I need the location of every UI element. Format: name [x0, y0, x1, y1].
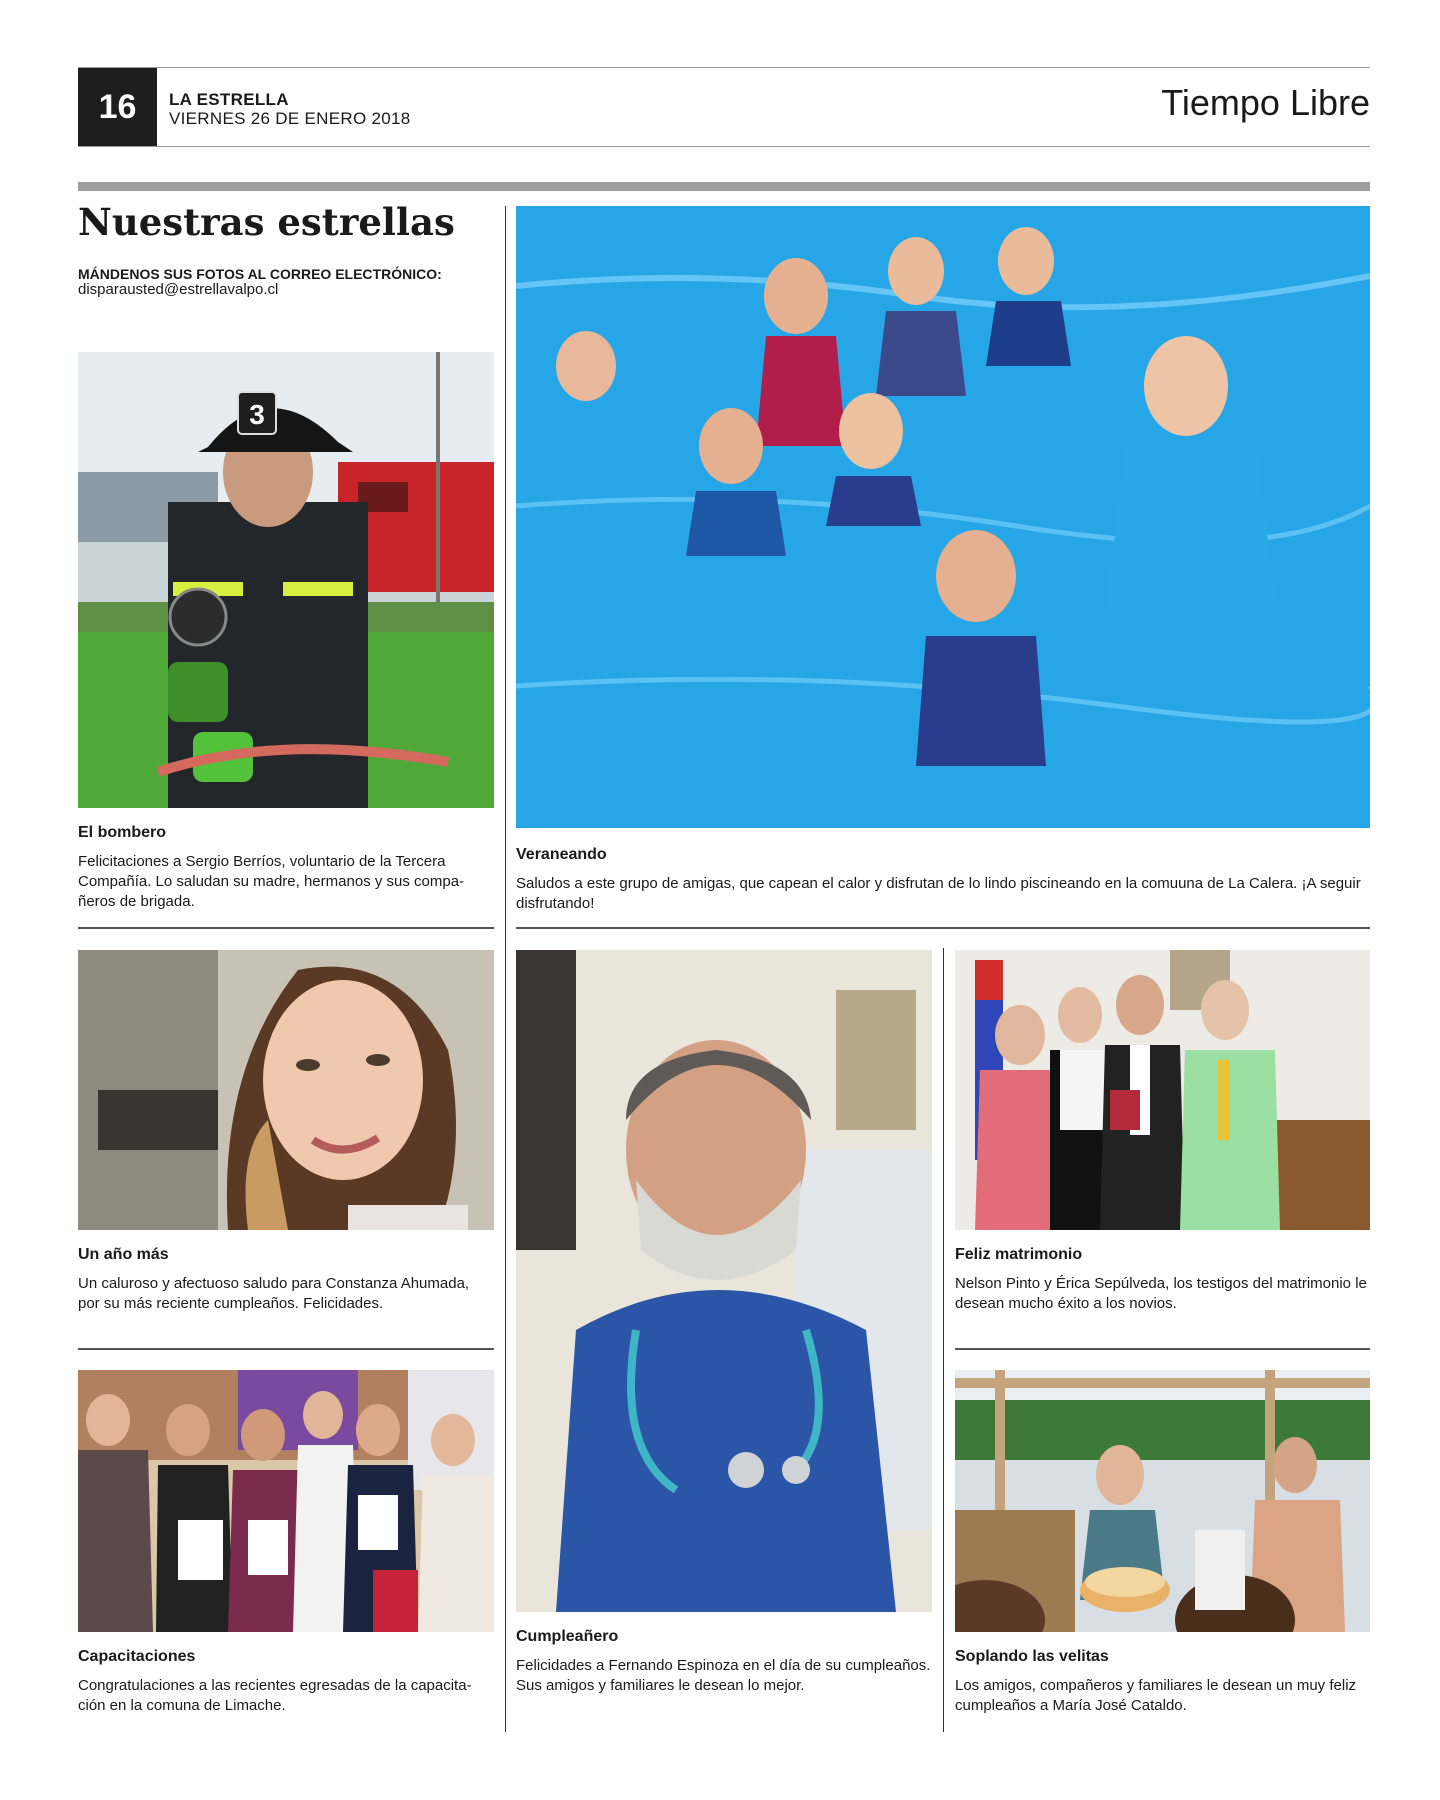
column-separator — [505, 206, 506, 1732]
helmet-number: 3 — [249, 399, 265, 430]
section-divider — [78, 182, 1370, 191]
graduates-photo — [78, 1370, 494, 1632]
submission-email[interactable]: disparausted@estrellavalpo.cl — [78, 281, 279, 298]
pool-photo — [516, 206, 1370, 828]
caption-title-un-ano: Un año más — [78, 1246, 169, 1263]
publication-date: VIERNES 26 DE ENERO 2018 — [169, 109, 411, 128]
doctor-photo — [516, 950, 932, 1612]
birthday-cake-photo — [955, 1370, 1370, 1632]
submission-instructions: MÁNDENOS SUS FOTOS AL CORREO ELECTRÓNICO: — [78, 266, 442, 282]
caption-text-veraneando: Saludos a este grupo de amigas, que capean el calor y disfrutan de lo lindo piscineando en la comuuna de La Calera. ¡A seguir disfrutando! — [516, 875, 1361, 912]
page-number: 16 — [78, 68, 157, 146]
column-separator — [943, 948, 944, 1732]
caption-title-veraneando: Veraneando — [516, 846, 607, 863]
page-heading: Nuestras estrellas — [78, 200, 455, 244]
publication-name: LA ESTRELLA — [169, 90, 289, 109]
firefighter-photo — [78, 352, 494, 808]
caption-text-capacitaciones: Congratulaciones a las recientes egresadas de la capacitación en la comuna de Limache. — [78, 1677, 472, 1714]
caption-rule — [78, 927, 494, 929]
section-title: Tiempo Libre — [1161, 82, 1370, 123]
caption-title-matrimonio: Feliz matrimonio — [955, 1246, 1083, 1263]
header-bottom-rule — [78, 146, 1370, 147]
caption-title-bombero: El bombero — [78, 824, 167, 841]
selfie-photo — [78, 950, 494, 1230]
caption-rule — [78, 1348, 494, 1350]
caption-title-velitas: Soplando las velitas — [955, 1648, 1109, 1665]
caption-title-cumpleanero: Cumpleañero — [516, 1628, 619, 1645]
caption-text-cumpleanero: Felicidades a Fernando Espinoza en el día de su cumpleaños. Sus amigos y familiares le desean lo mejor. — [516, 1657, 931, 1694]
caption-text-bombero: Felicitaciones a Sergio Berríos, voluntario de la Tercera Compañía. Lo saludan su madre, hermanos y sus compañeros de brigada. — [78, 853, 465, 910]
wedding-photo — [955, 950, 1370, 1230]
caption-text-matrimonio: Nelson Pinto y Érica Sepúlveda, los testigos del matrimonio le desean mucho éxito a los novios. — [955, 1275, 1367, 1312]
caption-text-un-ano: Un caluroso y afectuoso saludo para Constanza Ahumada, por su más reciente cumpleaños. Felicidades. — [78, 1275, 470, 1312]
caption-rule — [516, 927, 1370, 929]
caption-title-capacitaciones: Capacitaciones — [78, 1648, 196, 1665]
header-top-rule — [78, 67, 1370, 68]
caption-text-velitas: Los amigos, compañeros y familiares le desean un muy feliz cumpleaños a María José Cataldo. — [955, 1677, 1357, 1714]
caption-rule — [955, 1348, 1370, 1350]
